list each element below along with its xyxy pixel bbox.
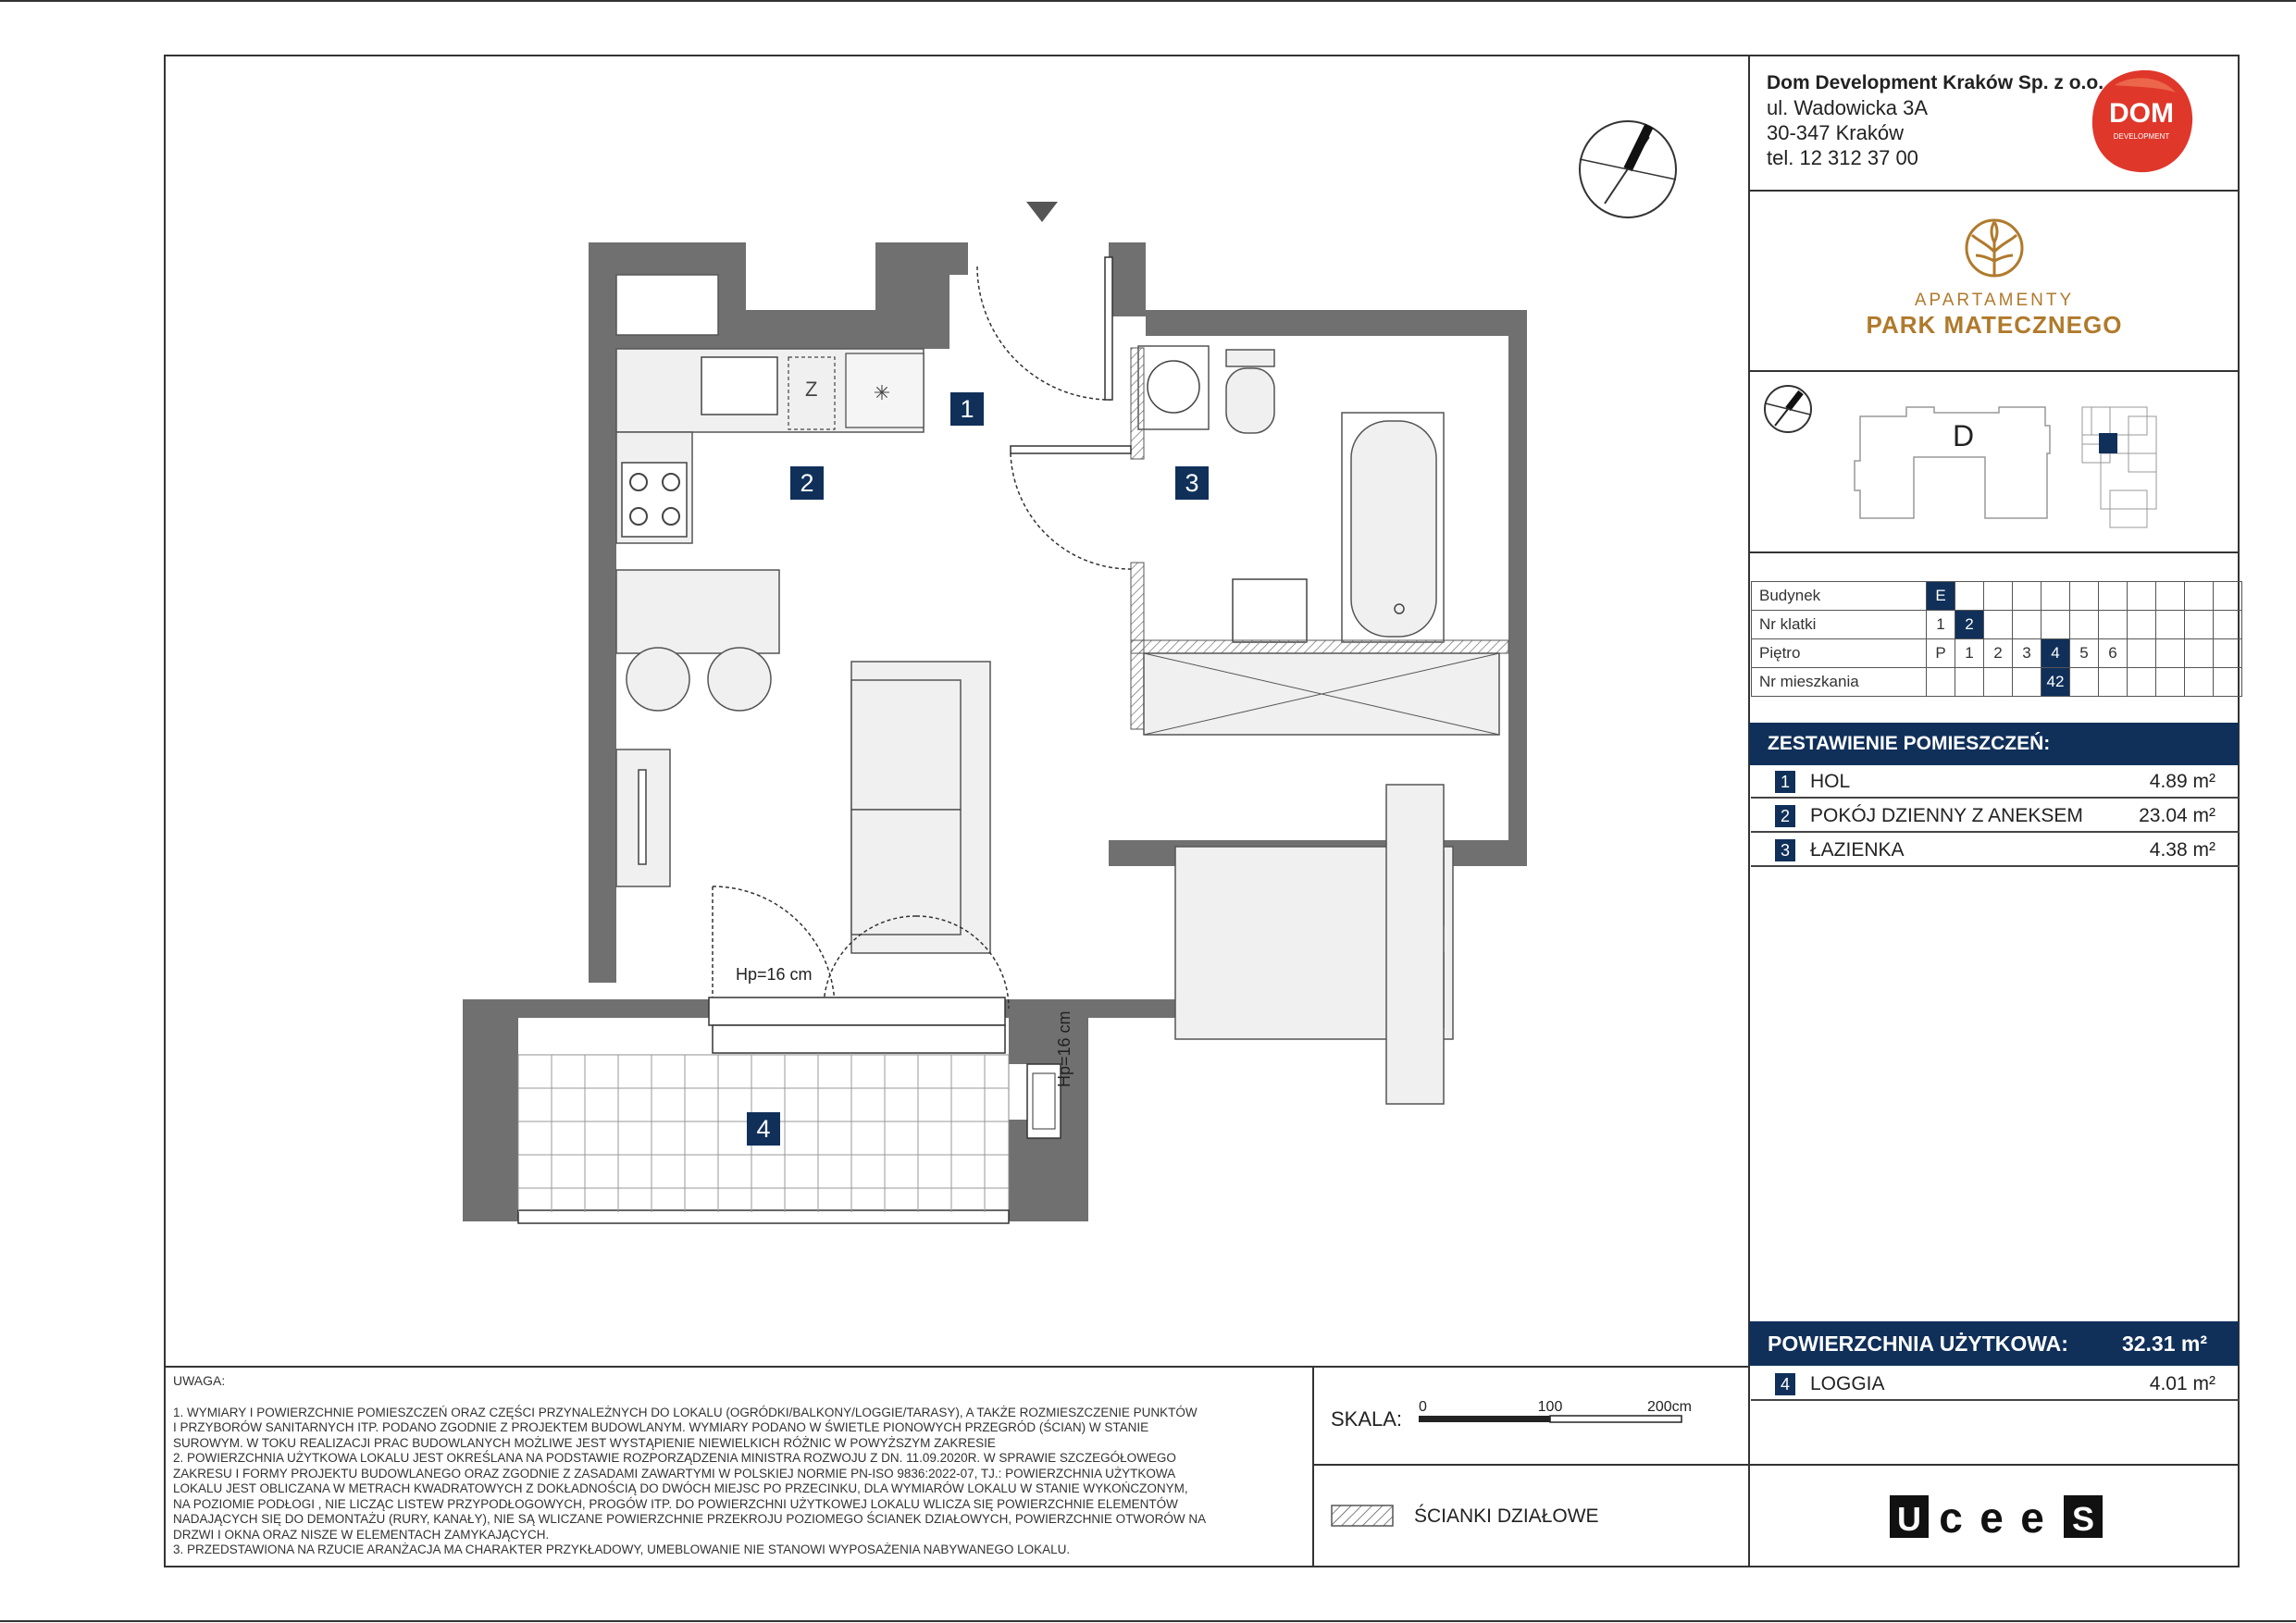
- room-label-2: 2: [790, 466, 824, 500]
- dom-logo-sub: DEVELOPMENT: [2113, 132, 2170, 141]
- rooms-heading: ZESTAWIENIE POMIESZCZEŃ:: [1749, 723, 2239, 765]
- cell: [2214, 582, 2242, 611]
- notes-divider: [164, 1366, 1750, 1368]
- logo-letter: U: [1897, 1500, 1921, 1538]
- panel-line: [1748, 370, 2240, 372]
- room-number: 2: [1775, 805, 1795, 827]
- cell: 3: [2013, 639, 2042, 668]
- room-name: ŁAZIENKA: [1810, 839, 1905, 861]
- cell: [2099, 582, 2128, 611]
- row-pietro: [1752, 639, 2242, 668]
- cell: [2070, 668, 2099, 697]
- dom-logo-text: DOM: [2109, 98, 2174, 129]
- partition-wall-legend-icon: [1331, 1505, 1394, 1527]
- balcony-window: [709, 997, 1005, 1025]
- notes-line: 2. POWIERZCHNIA UŻYTKOWA LOKALU JEST OKREŚLANA NA PODSTAWIE ROZPORZĄDZENIA MINISTRA ROZWOJU Z DN. 11.09.2020R. W SPRAWIE SZCZEGÓŁOWEGO: [173, 1451, 1176, 1465]
- cell: [2156, 582, 2185, 611]
- uceeS-logo: [1888, 1493, 2110, 1546]
- cell: [2099, 668, 2128, 697]
- chair-icon: [627, 648, 689, 711]
- bathroom-door: [1011, 446, 1131, 453]
- cell: [1955, 582, 1984, 611]
- label-mieszkanie: Nr mieszkania: [1752, 668, 1927, 697]
- dom-development-logo: [2087, 67, 2196, 180]
- sink-icon: [701, 357, 777, 415]
- cell: 4: [2042, 639, 2070, 668]
- row-budynek: [1752, 582, 2242, 611]
- notes-line: SUROWYM. W TOKU REALIZACJI PRAC BUDOWLANYCH MOŻLIWE JEST WYSTĄPIENIE NIEWIELKICH RÓŻNIC W POWYŻSZYM ZAKRESIE: [173, 1435, 996, 1450]
- scale-bar: [1414, 1397, 1692, 1434]
- label-pietro: Piętro: [1752, 639, 1927, 668]
- room-row: [1751, 834, 2240, 867]
- cell: [2042, 582, 2070, 611]
- cell: [2185, 639, 2214, 668]
- loggia-name: LOGGIA: [1810, 1373, 1885, 1394]
- room-label-4: 4: [747, 1112, 780, 1146]
- scale-tick: 200cm: [1646, 1399, 1692, 1415]
- notes-line: 1. WYMIARY I POWIERZCHNIE POMIESZCZEŃ ORAZ CZĘŚCI PRZYNALEŻNYCH DO LOKALU (OGRÓDKI/BALKONY/LOGGIE/TARASY), A TAKŻE ROZMIESZCZENIE PUNKTÓW: [173, 1405, 1198, 1419]
- logo-letter: e: [2020, 1493, 2044, 1542]
- cell: [2099, 611, 2128, 639]
- company-city: 30-347 Kraków: [1767, 121, 1904, 144]
- window-sill-height-label: Hp=16 cm: [736, 965, 813, 984]
- key-plan: [1758, 379, 2230, 546]
- cell: E: [1927, 582, 1955, 611]
- cell: [2214, 639, 2242, 668]
- room-area: 4.38 m²: [2149, 839, 2215, 861]
- notes-title: UWAGA:: [173, 1373, 226, 1388]
- logo-letter: S: [2071, 1500, 2095, 1538]
- notes-line: I PRZYBORÓW SANITARNYCH ITP. PODANO ZGODNIE Z PROJEKTEM BUDOWLANYM. WYMIARY PODANO W ŚWIETLE PIONOWYCH PRZEGRÓD (ŚCIAN) W STANIE: [173, 1420, 1149, 1434]
- cell: [2185, 582, 2214, 611]
- cell: [2013, 668, 2042, 697]
- scale-tick: 100: [1537, 1399, 1563, 1415]
- row-separator: [1751, 1399, 2240, 1401]
- washbasin-icon: [1233, 579, 1307, 642]
- panel-line: [1748, 551, 2240, 553]
- panel-line: [1748, 190, 2240, 192]
- loggia-area: 4.01 m²: [2149, 1373, 2215, 1394]
- usable-area-bar: [1749, 1321, 2239, 1366]
- north-arrow-icon: [1577, 118, 1679, 220]
- tree-emblem-icon: [1957, 215, 2031, 289]
- loggia-number: 4: [1775, 1373, 1795, 1395]
- cell: [2156, 639, 2185, 668]
- project-line1: APARTAMENTY: [1914, 291, 2075, 310]
- cell: 2: [1955, 611, 1984, 639]
- cell: 1: [1955, 639, 1984, 668]
- project-line2: PARK MATECZNEGO: [1866, 311, 2123, 339]
- scale-label: SKALA:: [1331, 1407, 1403, 1431]
- cell: [2013, 611, 2042, 639]
- company-name: Dom Development Kraków Sp. z o.o.: [1767, 72, 2104, 93]
- cell: [2185, 668, 2214, 697]
- cell: [2128, 582, 2156, 611]
- logo-letter: e: [1980, 1493, 2004, 1542]
- notes-line: NADAJĄCYCH SIĘ DO DEMONTAŻU (RURY, KANAŁY), NIE SĄ WLICZANE POWIERZCHNIE PRZEKROJU POZIOMEGO ŚCIANEK DZIAŁOWYCH, POWIERZCHNIE OTWORÓW NA: [173, 1512, 1207, 1526]
- cell: [2070, 582, 2099, 611]
- row-separator: [1751, 831, 2240, 833]
- side-window-sill-height-label: Hp=16 cm: [1055, 1010, 1074, 1087]
- scale-divider: [1312, 1366, 1314, 1567]
- building-letter: D: [1953, 419, 1975, 452]
- cell: [1984, 668, 2013, 697]
- washing-machine-icon: [1138, 346, 1209, 429]
- cell: [1984, 582, 2013, 611]
- room-area: 4.89 m²: [2149, 771, 2215, 792]
- notes-line: LOKALU JEST OBLICZANA W METRACH KWADRATOWYCH Z DOKŁADNOŚCIĄ DO DWÓCH MIEJSC PO PRZECINKU, DLA WYMIARÓW LOKALU W STANIE WYKOŃCZONYM,: [173, 1481, 1188, 1495]
- cell: [2214, 668, 2242, 697]
- cell: [2128, 611, 2156, 639]
- cell: [2070, 611, 2099, 639]
- cell: [2156, 668, 2185, 697]
- fridge-mark: Z: [805, 378, 818, 401]
- company-phone: tel. 12 312 37 00: [1767, 146, 1918, 169]
- cell: [2185, 611, 2214, 639]
- entrance-door: [1105, 257, 1112, 400]
- cell: 42: [2042, 668, 2070, 697]
- cell: 2: [1984, 639, 2013, 668]
- usable-area-value: 32.31 m²: [2121, 1332, 2207, 1356]
- dining-table: [616, 570, 779, 653]
- cell: [2128, 668, 2156, 697]
- legend-divider: [1312, 1464, 1750, 1466]
- cell: [1984, 611, 2013, 639]
- cell: [1955, 668, 1984, 697]
- legend-label: ŚCIANKI DZIAŁOWE: [1414, 1505, 1599, 1527]
- cell: [2042, 611, 2070, 639]
- cell: 6: [2099, 639, 2128, 668]
- logo-letter: c: [1939, 1493, 1963, 1542]
- cell: [2156, 611, 2185, 639]
- panel-line: [1748, 1464, 2240, 1466]
- label-budynek: Budynek: [1752, 582, 1927, 611]
- notes-line: NA POZIOMIE PODŁOGI , NIE LICZĄC LISTEW PRZYPODŁOGOWYCH, PROGÓW ITP. DO POWIERZCHNI UŻYTKOWEJ LOKALU WLICZA SIĘ POWIERZCHNIE ELEMENTÓW: [173, 1496, 1178, 1511]
- company-street: ul. Wadowicka 3A: [1767, 96, 1929, 119]
- room-row: [1751, 765, 2240, 799]
- nightstand: [1386, 785, 1444, 1104]
- room-number: 1: [1775, 771, 1795, 793]
- apartment-info-table: [1751, 581, 2242, 697]
- snowflake-icon: ✳: [873, 381, 891, 404]
- room-number: 3: [1775, 839, 1795, 861]
- cell: [1927, 668, 1955, 697]
- cell: P: [1927, 639, 1955, 668]
- label-klatka: Nr klatki: [1752, 611, 1927, 639]
- company-info: [1767, 70, 2104, 170]
- cell: [2128, 639, 2156, 668]
- row-klatka: [1752, 611, 2242, 639]
- room-name: POKÓJ DZIENNY Z ANEKSEM: [1810, 805, 2083, 826]
- hob-icon: [622, 463, 687, 537]
- cell: 5: [2070, 639, 2099, 668]
- usable-area-label: POWIERZCHNIA UŻYTKOWA:: [1768, 1332, 2068, 1356]
- loggia-row: [1751, 1368, 2240, 1401]
- toilet-icon: [1226, 350, 1274, 366]
- project-brand: [1832, 291, 2156, 340]
- top-page-line: [0, 0, 2296, 2]
- row-separator: [1751, 865, 2240, 867]
- bathtub-icon: [1351, 421, 1436, 637]
- room-label-1: 1: [950, 392, 984, 426]
- row-separator: [1751, 797, 2240, 799]
- room-name: HOL: [1810, 771, 1851, 792]
- notes-line: ZAKRESU I FORMY PROJEKTU BUDOWLANEGO ORAZ ZGODNIE Z ZASADAMI ZAWARTYMI W POLSKIEJ NORMIE PN-ISO 9836:2022-07, TJ.: POWIERZCHNIA UŻYTKOWA: [173, 1466, 1176, 1481]
- notes-line: 3. PRZEDSTAWIONA NA RZUCIE ARANŻACJA MA CHARAKTER PRZYKŁADOWY, UMEBLOWANIE NIE STANOWI WYPOSAŻENIA NABYWANEGO LOKALU.: [173, 1542, 1071, 1556]
- scale-tick: 0: [1419, 1399, 1427, 1415]
- entrance-arrow-icon: [1026, 202, 1058, 222]
- notes-line: DRZWI I OKNA ORAZ NISZE W ELEMENTACH ZAMYKAJĄCYCH.: [173, 1527, 550, 1542]
- row-mieszkanie: [1752, 668, 2242, 697]
- cell: [2214, 611, 2242, 639]
- room-area: 23.04 m²: [2139, 805, 2215, 826]
- bottom-page-line: [0, 1620, 2296, 1622]
- room-row: [1751, 799, 2240, 833]
- chair-icon: [708, 648, 771, 711]
- notes-block: [173, 1373, 1297, 1558]
- room-label-3: 3: [1175, 466, 1209, 500]
- cell: 1: [1927, 611, 1955, 639]
- cell: [2013, 582, 2042, 611]
